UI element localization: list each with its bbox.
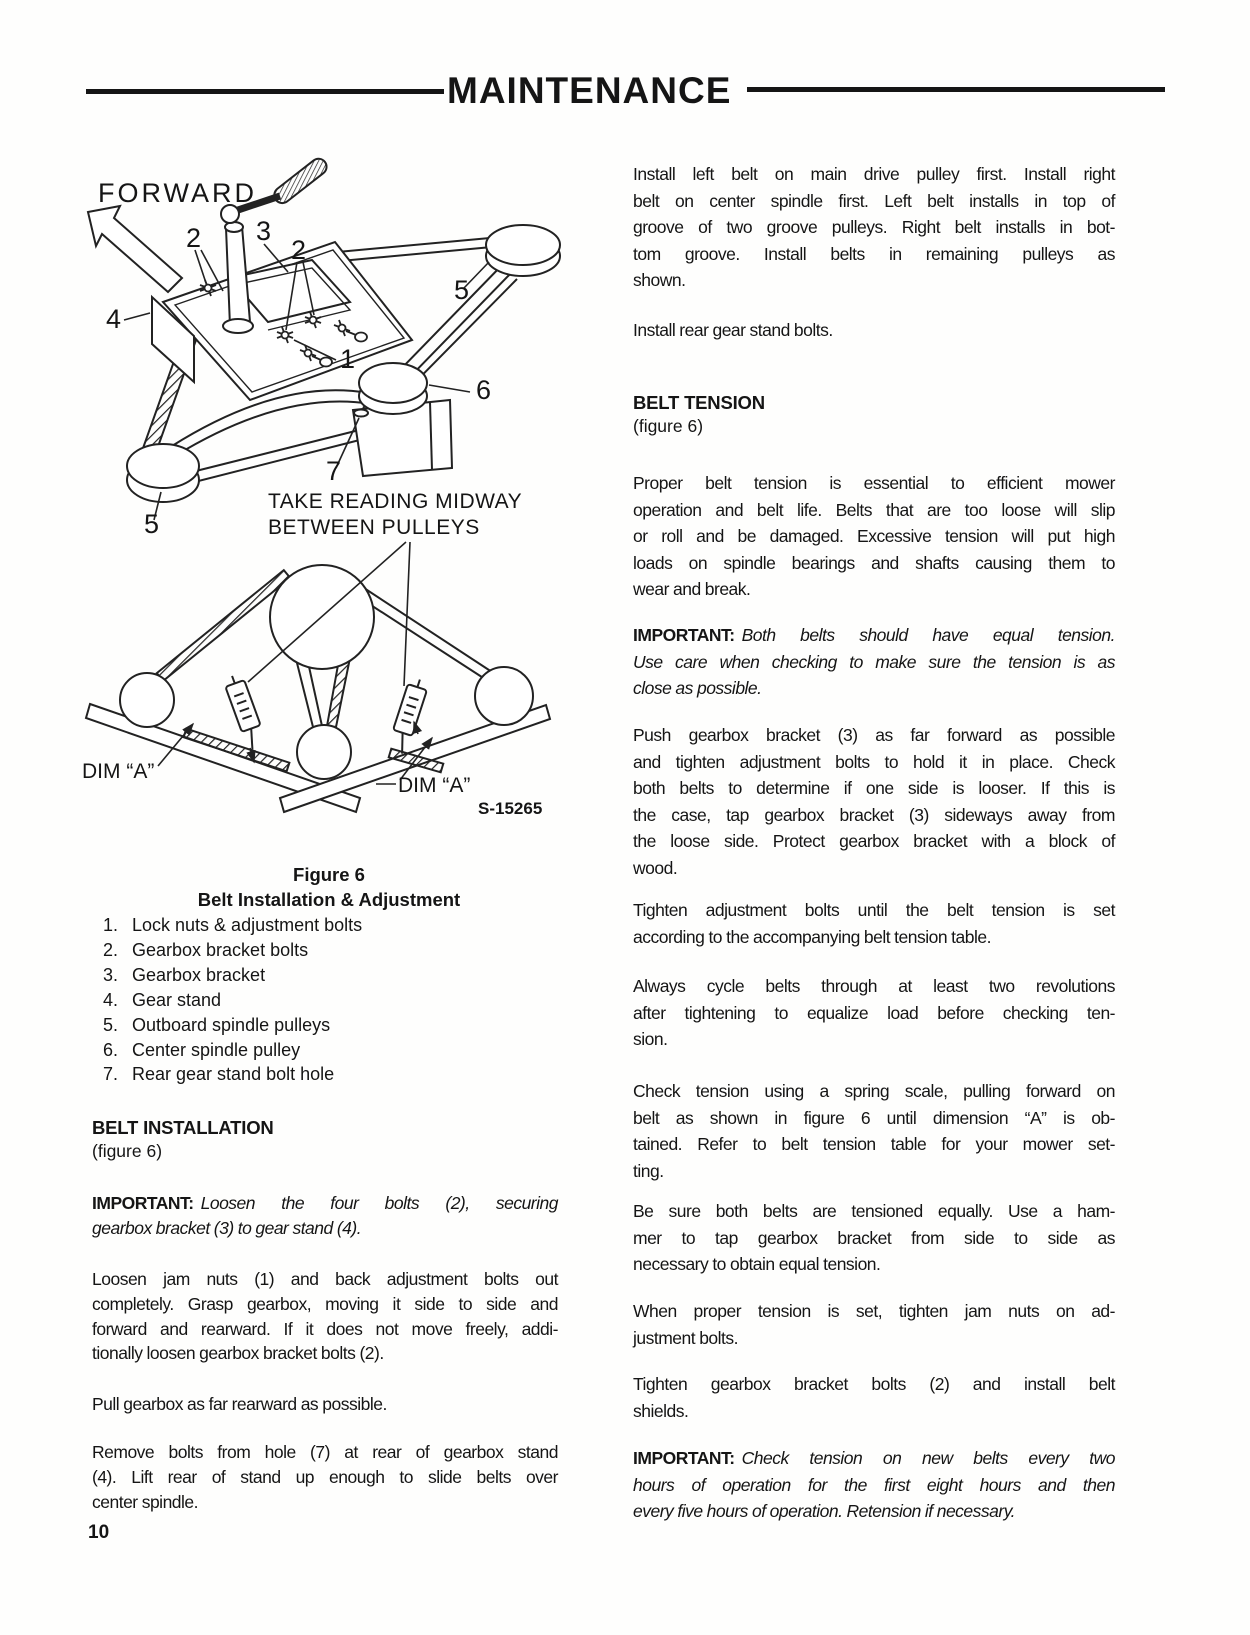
left-para-pull-gearbox: Pull gearbox as far rearward as possible. <box>92 1394 387 1414</box>
forward-label: FORWARD <box>98 178 257 208</box>
spring-scale-left <box>223 673 268 751</box>
important-line: IMPORTANT: Both belts should have equal tension. <box>633 625 1115 645</box>
right-para-install-shields: Tighten gearbox bracket bolts (2) and install belt shields. <box>633 1374 1115 1421</box>
left-para-remove-bolts: Remove bolts from hole (7) at rear of gearbox stand (4). Lift rear of stand up enough to slide belts over center spindle. <box>92 1442 558 1512</box>
left-important-para <box>92 1191 558 1241</box>
figure-legend-list <box>103 913 362 1087</box>
tension-check-diagram <box>86 542 550 812</box>
callout-2b: 2 <box>291 235 307 265</box>
callout-1: 1 <box>340 344 356 374</box>
right-para-equal-tension: Be sure both belts are tensioned equally. Use a ham- mer to tap gearbox bracket from side to side as necessary to obtain equal tension. <box>633 1201 1115 1274</box>
legend-item: 7. Rear gear stand bolt hole <box>103 1064 335 1085</box>
belt-installation-subheading: (figure 6) <box>92 1141 163 1161</box>
legend-item: 2. Gearbox bracket bolts <box>103 939 309 960</box>
pulley-bottom <box>297 725 351 779</box>
right-important1-para <box>633 622 1115 702</box>
figure-6-illustration <box>80 150 580 830</box>
callout-4: 4 <box>106 304 122 334</box>
callout-2a: 2 <box>186 223 202 253</box>
figure-caption-line1: Figure 6 <box>293 864 365 885</box>
legend-item: 4. Gear stand <box>103 989 222 1010</box>
important-line: IMPORTANT: Loosen the four bolts (2), securing <box>92 1193 558 1213</box>
page-title: MAINTENANCE <box>447 70 732 111</box>
figure-caption-line2: Belt Installation & Adjustment <box>197 889 461 910</box>
page-number: 10 <box>88 1522 110 1543</box>
callout-7: 7 <box>326 456 342 486</box>
pulley-left <box>120 673 174 727</box>
right-para-push-bracket: Push gearbox bracket (3) as far forward as possible and tighten adjustment bolts to hold it in place. Check both belts to determine if one side is looser. If this is the case, tap gearbox bracket (3) sideways away from the loose side. Protect gearbox bracket with a block of wood. <box>633 725 1115 878</box>
important-line: IMPORTANT: Check tension on new belts every two <box>633 1448 1115 1468</box>
left-para-loosen-jam-nuts: Loosen jam nuts (1) and back adjustment bolts out completely. Grasp gearbox, moving it side to side and forward and rearward. If it does not move freely, addi- tionally loosen gearbox bracket bolts (2). <box>92 1269 558 1364</box>
right-para-spring-scale: Check tension using a spring scale, pulling forward on belt as shown in figure 6 until dimension “A” is ob- tained. Refer to belt tension table for your mower set- ting. <box>633 1081 1115 1181</box>
belt-routing-diagram <box>88 156 560 520</box>
right-para-proper-tension: Proper belt tension is essential to efficient mower operation and belt life. Belts that are too loose will slip or roll and be damaged. Excessive tension will put high loads on spindle bearings and shafts causing them to wear and break. <box>633 473 1115 599</box>
lever-knurled-grip <box>271 156 330 207</box>
center-spindle-pulley <box>359 363 427 414</box>
important-rest: Use care when checking to make sure the tension is as close as possible. <box>633 651 1115 698</box>
legend-item: 1. Lock nuts & adjustment bolts <box>103 915 363 935</box>
note-line1: TAKE READING MIDWAY <box>268 490 523 513</box>
callout-3: 3 <box>256 216 272 246</box>
belt-arc <box>172 390 368 446</box>
header-rule-right <box>747 87 1165 92</box>
important-rest: hours of operation for the first eight hours and then every five hours of operation. Retension if necessary. <box>633 1474 1115 1521</box>
figure-caption <box>93 862 565 912</box>
callout-6: 6 <box>476 375 492 405</box>
forward-arrow-icon <box>88 206 182 292</box>
important-rest: gearbox bracket (3) to gear stand (4). <box>92 1217 362 1238</box>
legend-item: 5. Outboard spindle pulleys <box>103 1014 331 1035</box>
callout-5a: 5 <box>454 275 470 305</box>
belt-tension-heading: BELT TENSION <box>633 392 765 413</box>
figure-part-code: S-15265 <box>478 799 543 818</box>
outboard-pulley-right <box>486 225 560 276</box>
spring-scale-right <box>387 676 430 754</box>
note-line2: BETWEEN PULLEYS <box>268 516 480 539</box>
dim-a-left-label: DIM “A” <box>82 760 155 783</box>
legend-item: 6. Center spindle pulley <box>103 1039 301 1060</box>
right-para-rear-gear-stand: Install rear gear stand bolts. <box>633 320 833 340</box>
belt-tension-subheading: (figure 6) <box>633 416 704 436</box>
callout-5b: 5 <box>144 509 160 539</box>
right-para-cycle-belts: Always cycle belts through at least two revolutions after tightening to equalize load before checking ten- sion. <box>633 976 1115 1049</box>
outboard-pulley-left <box>127 444 199 502</box>
dim-a-right-label: DIM “A” <box>398 774 471 797</box>
right-important2-para <box>633 1445 1115 1525</box>
header-rule-left <box>86 89 444 94</box>
legend-item: 3. Gearbox bracket <box>103 964 266 985</box>
right-para-install-belts: Install left belt on main drive pulley first. Install right belt on center spindle first. Left belt installs in top of groove of two groove pulleys. Right belt installs in bot- tom groove. Install belts in remaining pulleys as shown. <box>633 164 1115 290</box>
pulley-right <box>475 667 533 725</box>
belt-installation-heading: BELT INSTALLATION <box>92 1117 274 1138</box>
right-para-jam-nuts: When proper tension is set, tighten jam nuts on ad- justment bolts. <box>633 1301 1115 1348</box>
right-para-tighten-adjustment: Tighten adjustment bolts until the belt tension is set according to the accompanying belt tension table. <box>633 900 1115 947</box>
